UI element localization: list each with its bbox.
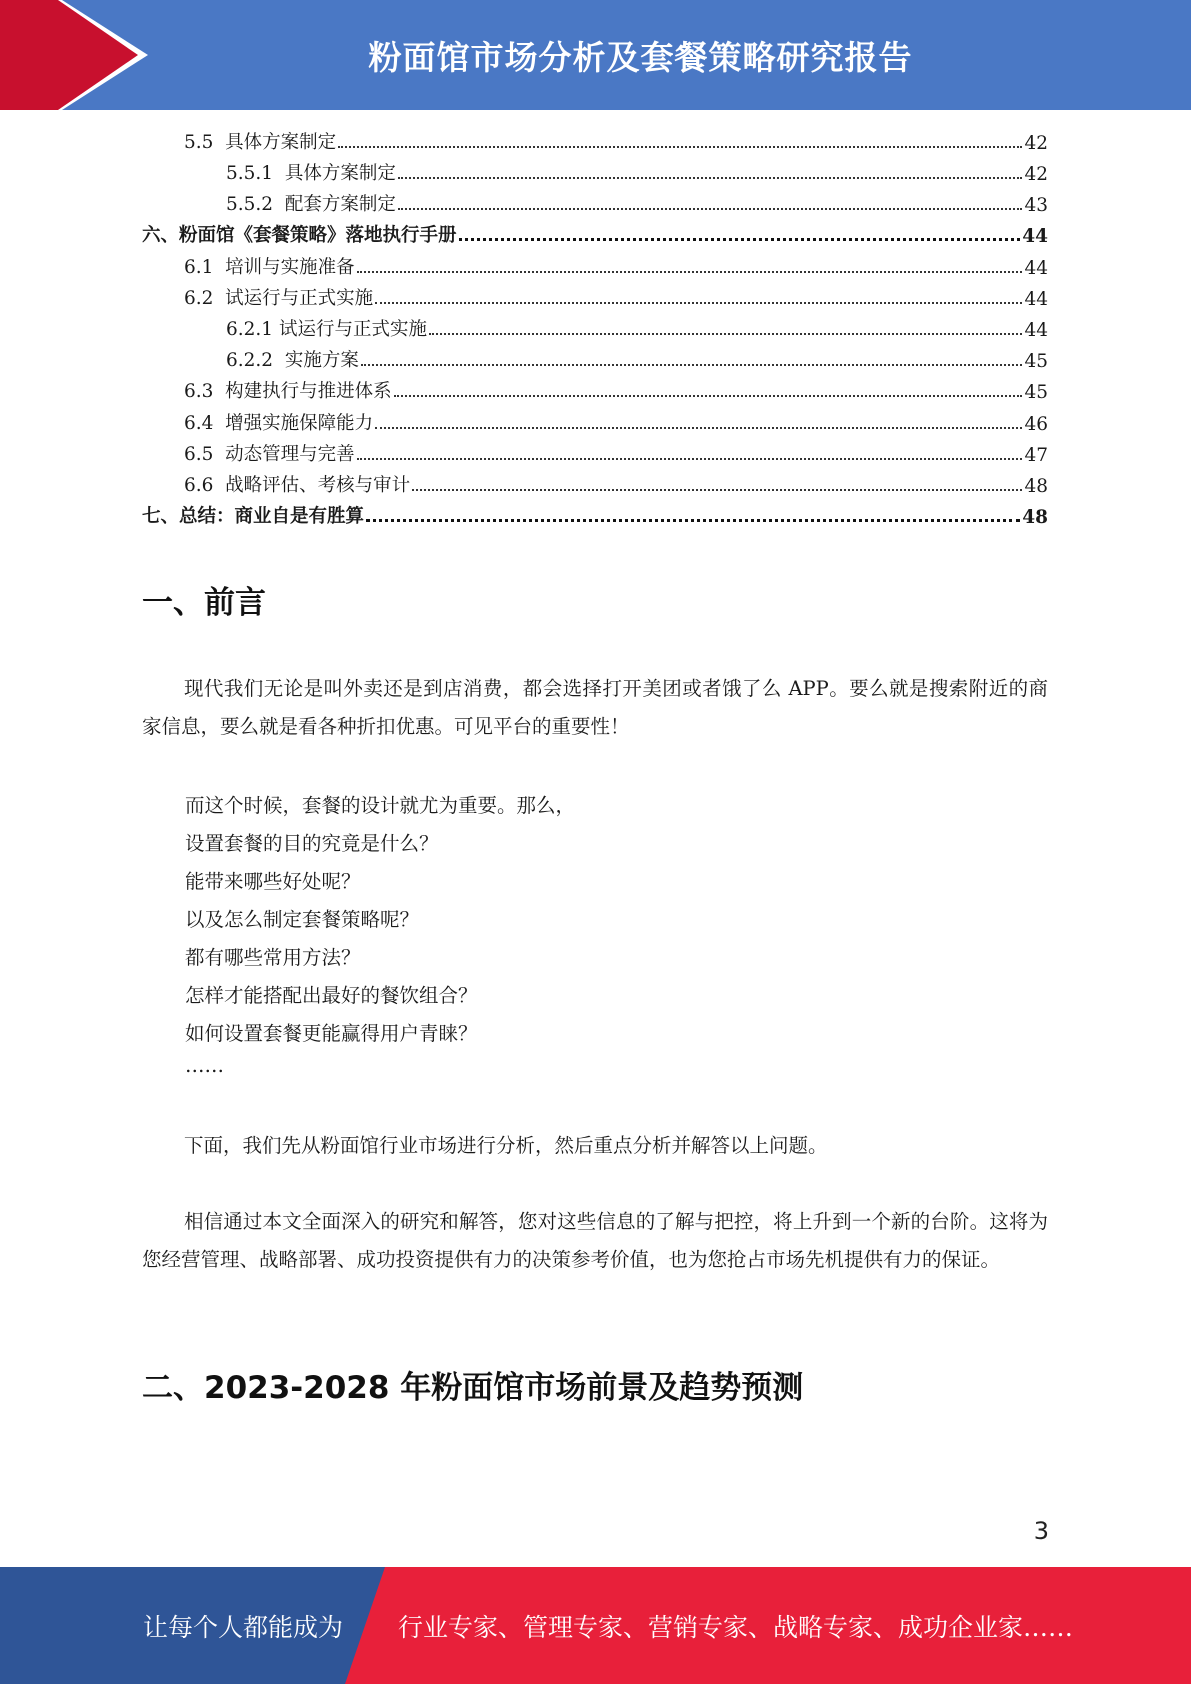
page-footer	[0, 1567, 1191, 1684]
header-arrow-decoration	[0, 0, 150, 110]
preface-question-line: 以及怎么制定套餐策略呢？	[185, 908, 420, 931]
footer-slogan-left: 让每个人都能成为	[143, 1612, 344, 1642]
preface-paragraph-2: 下面，我们先从粉面馆行业市场进行分析，然后重点分析并解答以上问题。	[184, 1134, 828, 1157]
preface-question-line: 怎样才能搭配出最好的餐饮组合？	[185, 984, 478, 1007]
toc-entry[interactable]: 6.1 培训与实施准备 44	[184, 257, 1048, 279]
preface-question-line: 能带来哪些好处呢？	[185, 870, 361, 893]
preface-question-line: 如何设置套餐更能赢得用户青睐？	[185, 1022, 478, 1045]
page-header	[0, 0, 1191, 110]
report-title: 粉面馆市场分析及套餐策略研究报告	[368, 37, 913, 77]
preface-paragraph-3: 相信通过本文全面深入的研究和解答，您对这些信息的了解与把控，将上升到一个新的台阶。这将为您经营管理、战略部署、成功投资提供有力的决策参考价值，也为您抢占市场先机提供有力的保证。	[142, 1210, 1048, 1271]
toc-entry[interactable]: 6.4 增强实施保障能力 46	[184, 413, 1048, 435]
toc-entry-chapter[interactable]: 七、总结：商业自是有胜算 48	[142, 506, 1048, 528]
toc-entry[interactable]: 6.2 试运行与正式实施 44	[184, 288, 1048, 310]
preface-question-line: 而这个时候，套餐的设计就尤为重要。那么，	[185, 794, 576, 817]
preface-question-line: 设置套餐的目的究竟是什么？	[185, 832, 439, 855]
page-number: 3	[1033, 1517, 1049, 1545]
toc-entry[interactable]: 6.6 战略评估、考核与审计 48	[184, 475, 1048, 497]
toc-entry[interactable]: 5.5 具体方案制定 42	[184, 132, 1048, 154]
section-heading-preface: 一、前言	[142, 585, 266, 621]
preface-paragraph-1: 现代我们无论是叫外卖还是到店消费，都会选择打开美团或者饿了么 APP。要么就是搜索附近的商家信息，要么就是看各种折扣优惠。可见平台的重要性！	[142, 677, 1048, 738]
preface-ellipsis: ……	[185, 1054, 224, 1077]
toc-entry[interactable]: 6.2.2 实施方案 45	[226, 350, 1048, 372]
footer-slogan-right: 行业专家、管理专家、营销专家、战略专家、成功企业家……	[398, 1612, 1074, 1642]
toc-entry[interactable]: 5.5.2 配套方案制定 43	[226, 194, 1048, 216]
toc-entry[interactable]: 5.5.1 具体方案制定 42	[226, 163, 1048, 185]
toc-entry[interactable]: 6.5 动态管理与完善 47	[184, 444, 1048, 466]
toc-entry[interactable]: 6.2.1 试运行与正式实施 44	[226, 319, 1048, 341]
toc-entry[interactable]: 6.3 构建执行与推进体系 45	[184, 381, 1048, 403]
preface-question-line: 都有哪些常用方法？	[185, 946, 361, 969]
section-heading-market-outlook: 二、2023-2028 年粉面馆市场前景及趋势预测	[142, 1370, 804, 1406]
toc-entry-chapter[interactable]: 六、粉面馆《套餐策略》落地执行手册 44	[142, 225, 1048, 247]
